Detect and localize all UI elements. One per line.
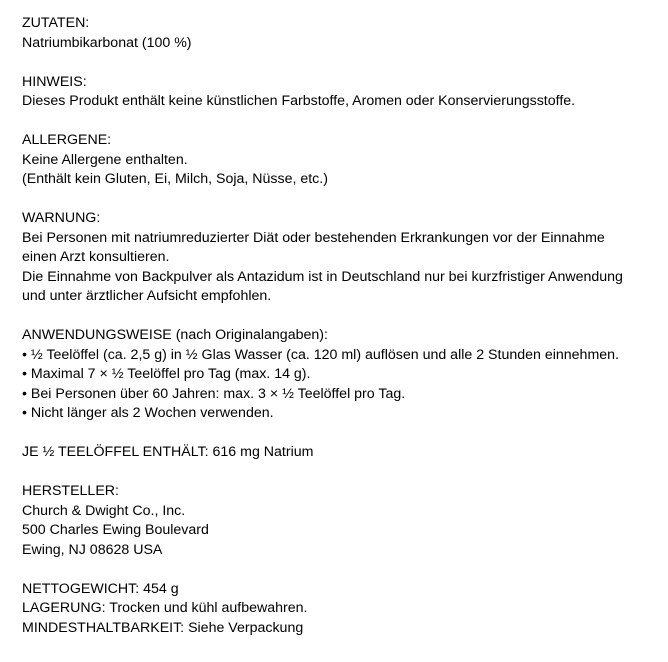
allergens-line-1: Keine Allergene enthalten. bbox=[22, 151, 188, 168]
footer-section bbox=[22, 580, 662, 639]
usage-item: • Nicht länger als 2 Wochen verwenden. bbox=[22, 404, 662, 424]
warning-heading: WARNUNG: bbox=[22, 210, 101, 226]
warning-line-1: Bei Personen mit natriumreduzierter Diät oder bestehenden Erkrankungen vor der Einnahme bbox=[22, 229, 605, 246]
sodium-section bbox=[22, 443, 662, 463]
manufacturer-name: Church & Dwight Co., Inc. bbox=[22, 502, 186, 519]
notice-heading: HINWEIS: bbox=[22, 73, 87, 90]
usage-heading: ANWENDUNGSWEISE (nach Originalangaben): bbox=[22, 327, 328, 343]
product-label-text bbox=[22, 14, 662, 658]
allergens-line-2: (Enthält kein Gluten, Ei, Milch, Soja, Nüsse, etc.) bbox=[22, 171, 328, 187]
manufacturer-heading: HERSTELLER: bbox=[22, 483, 119, 499]
ingredients-heading: ZUTATEN: bbox=[22, 15, 90, 31]
allergens-heading: ALLERGENE: bbox=[22, 132, 112, 148]
notice-section bbox=[22, 73, 662, 112]
allergens-section bbox=[22, 131, 662, 190]
manufacturer-section bbox=[22, 482, 662, 560]
manufacturer-street: 500 Charles Ewing Boulevard bbox=[22, 522, 209, 538]
warning-line-3: Die Einnahme von Backpulver als Antazidum ist in Deutschland nur bei kurzfristiger Anwendung bbox=[22, 268, 623, 285]
warning-section bbox=[22, 209, 662, 307]
warning-line-2: einen Arzt konsultieren. bbox=[22, 249, 170, 265]
usage-item: • Maximal 7 × ½ Teelöffel pro Tag (max. 14 g). bbox=[22, 365, 662, 385]
ingredients-section bbox=[22, 14, 662, 53]
warning-line-4: und unter ärztlicher Aufsicht empfohlen. bbox=[22, 288, 272, 304]
net-weight: NETTOGEWICHT: 454 g bbox=[22, 580, 179, 597]
ingredients-text: Natriumbikarbonat (100 %) bbox=[22, 34, 192, 51]
usage-item: • ½ Teelöffel (ca. 2,5 g) in ½ Glas Wasser (ca. 120 ml) auflösen und alle 2 Stunden einnehmen. bbox=[22, 346, 662, 366]
best-before: MINDESTHALTBARKEIT: Siehe Verpackung bbox=[22, 619, 304, 636]
storage: LAGERUNG: Trocken und kühl aufbewahren. bbox=[22, 600, 308, 616]
usage-item: • Bei Personen über 60 Jahren: max. 3 × ½ Teelöffel pro Tag. bbox=[22, 385, 662, 405]
manufacturer-city: Ewing, NJ 08628 USA bbox=[22, 541, 163, 558]
notice-text: Dieses Produkt enthält keine künstlichen Farbstoffe, Aromen oder Konservierungsstoffe. bbox=[22, 93, 576, 109]
usage-section bbox=[22, 326, 662, 424]
sodium-content: JE ½ TEELÖFFEL ENTHÄLT: 616 mg Natrium bbox=[22, 444, 314, 460]
